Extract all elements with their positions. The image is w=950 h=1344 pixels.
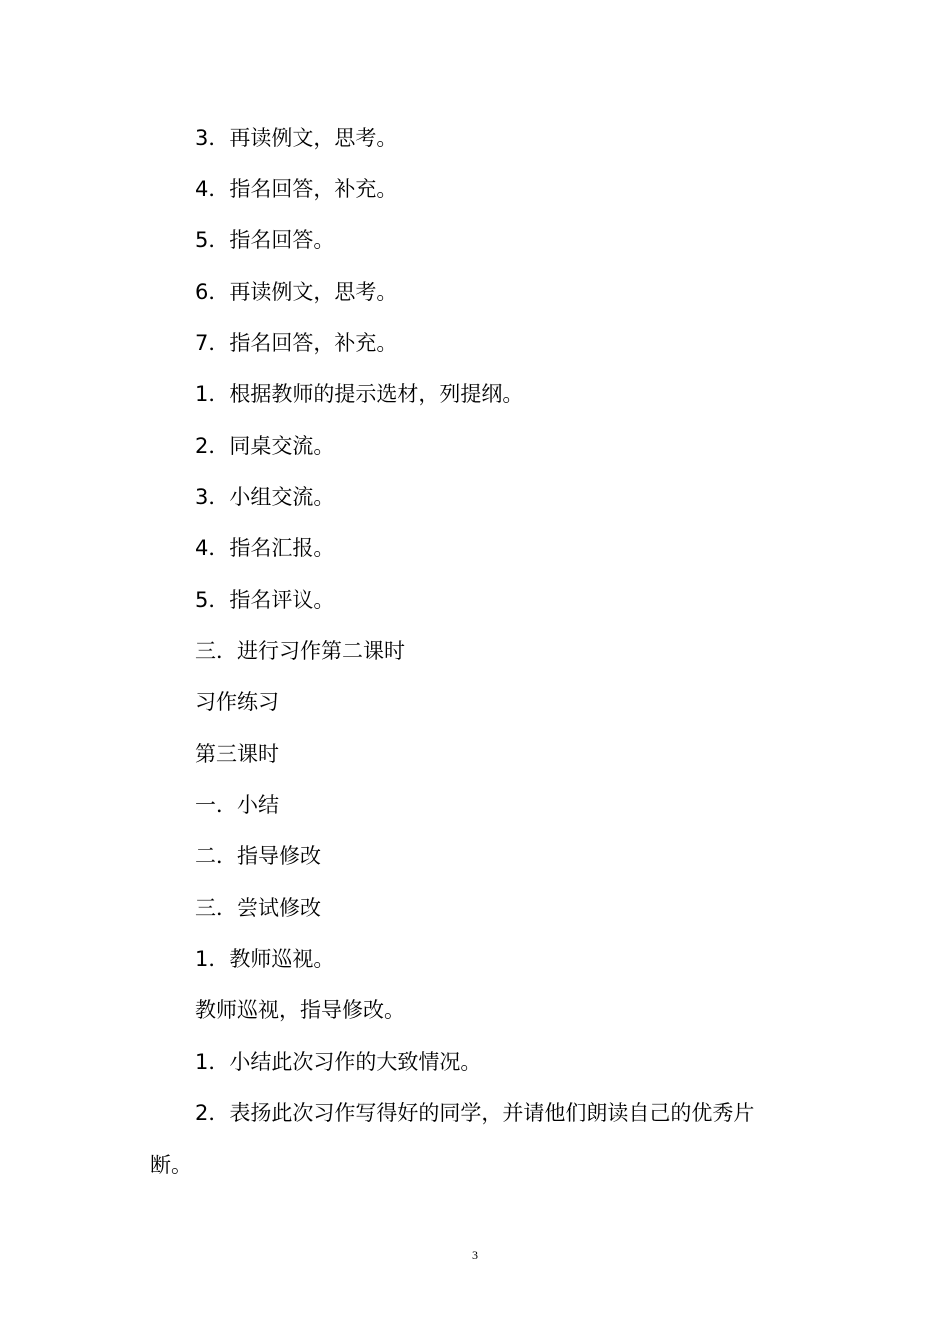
text-line: 5．指名回答。 — [195, 228, 335, 252]
text-line: 4．指名汇报。 — [195, 536, 335, 560]
text-line: 1．小结此次习作的大致情况。 — [195, 1050, 482, 1074]
text-line: 2．表扬此次习作写得好的同学，并请他们朗读自己的优秀片 — [195, 1101, 755, 1125]
text-line: 3．小组交流。 — [195, 485, 335, 509]
section-heading: 一．小结 — [195, 793, 279, 817]
text-line: 3．再读例文，思考。 — [195, 126, 398, 150]
text-line: 4．指名回答，补充。 — [195, 177, 398, 201]
page-number: 3 — [472, 1248, 478, 1262]
text-line: 2．同桌交流。 — [195, 434, 335, 458]
text-line: 1．根据教师的提示选材，列提纲。 — [195, 382, 524, 406]
section-heading: 三．进行习作第二课时 — [195, 639, 405, 663]
text-line: 习作练习 — [195, 690, 279, 714]
text-line: 教师巡视，指导修改。 — [195, 998, 405, 1022]
text-line: 7．指名回答，补充。 — [195, 331, 398, 355]
section-heading: 二．指导修改 — [195, 844, 321, 868]
lesson-heading: 第三课时 — [195, 742, 279, 766]
text-line: 6．再读例文，思考。 — [195, 280, 398, 304]
text-line-continuation: 断。 — [150, 1153, 192, 1177]
text-line: 1．教师巡视。 — [195, 947, 335, 971]
section-heading: 三．尝试修改 — [195, 896, 321, 920]
text-line: 5．指名评议。 — [195, 588, 335, 612]
